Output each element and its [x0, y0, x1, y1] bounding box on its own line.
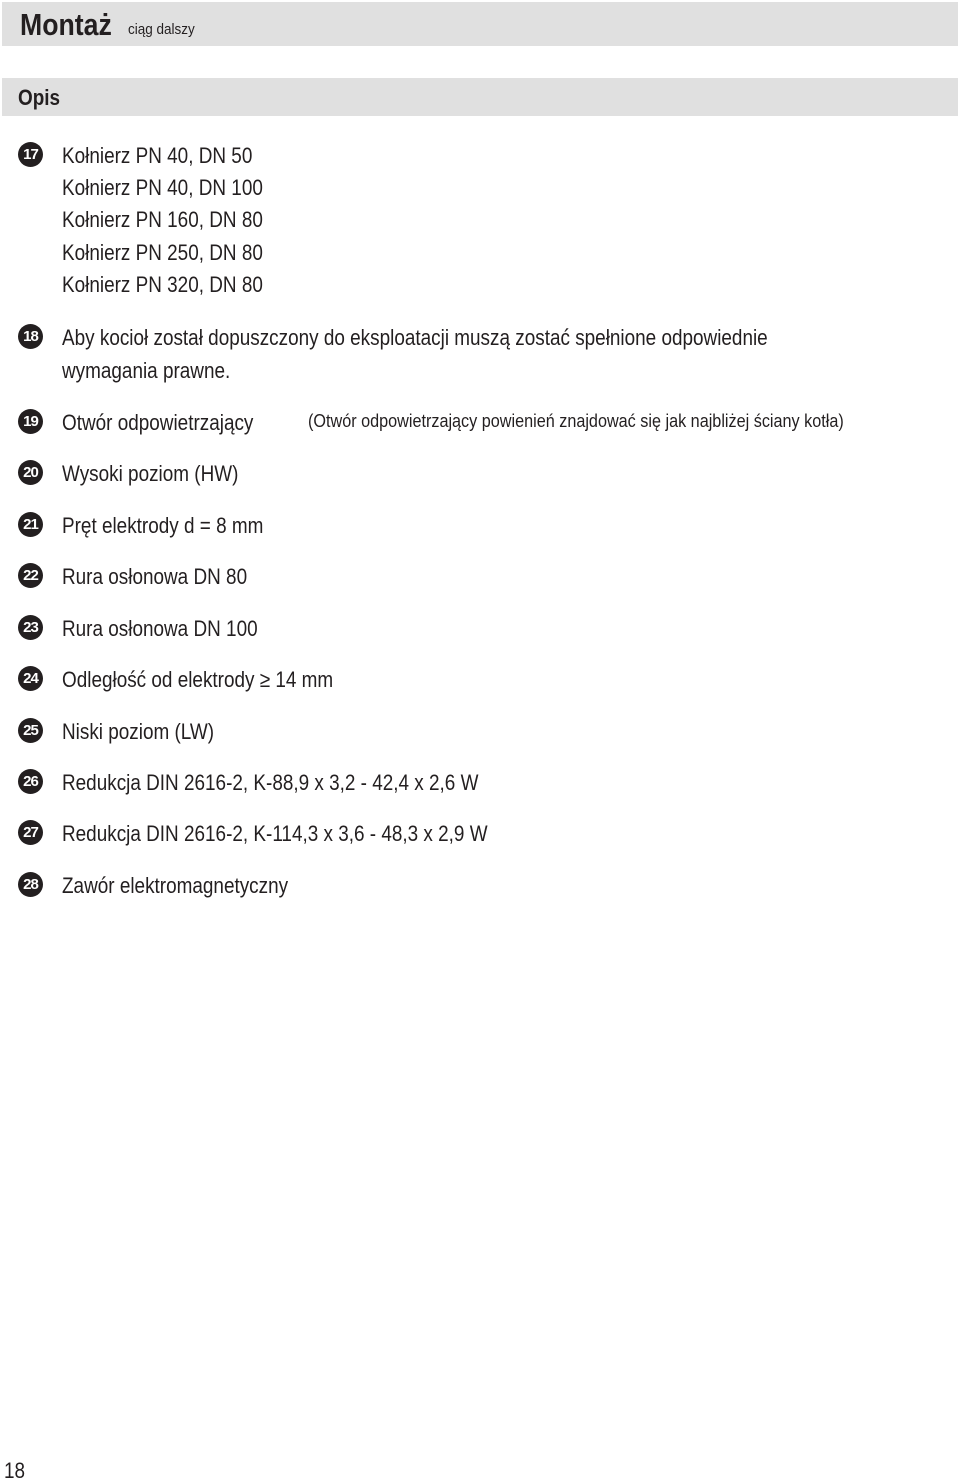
item-text-line: Pręt elektrody d = 8 mm: [62, 513, 264, 538]
section-title: Opis: [18, 85, 61, 110]
item-number-badge: 23: [18, 615, 43, 640]
item-text-line: Redukcja DIN 2616-2, K-88,9 x 3,2 - 42,4 x 2,6 W: [62, 770, 479, 795]
item-note: (Otwór odpowietrzający powienień znajdować się jak najbliżej ściany kotła): [308, 411, 844, 431]
page-header-bar: [2, 2, 958, 46]
item-number-badge: 21: [18, 512, 43, 537]
item-text-line: wymagania prawne.: [62, 358, 231, 383]
item-number-badge: 27: [18, 820, 43, 845]
item-text-line: Wysoki poziom (HW): [62, 461, 239, 486]
item-text-line: Zawór elektromagnetyczny: [62, 873, 289, 898]
item-text-line: Otwór odpowietrzający: [62, 410, 254, 435]
item-text-line: Niski poziom (LW): [62, 719, 215, 744]
item-text-line: Kołnierz PN 250, DN 80: [62, 240, 263, 265]
item-text-line: Redukcja DIN 2616-2, K-114,3 x 3,6 - 48,3 x 2,9 W: [62, 821, 488, 846]
item-number-badge: 19: [18, 409, 43, 434]
item-text-line: Kołnierz PN 40, DN 100: [62, 175, 263, 200]
item-number-badge: 18: [18, 324, 43, 349]
item-text-line: Odległość od elektrody ≥ 14 mm: [62, 667, 334, 692]
item-text-line: Rura osłonowa DN 80: [62, 564, 248, 589]
item-number-badge: 26: [18, 769, 43, 794]
item-text-line: Aby kocioł został dopuszczony do eksploatacji muszą zostać spełnione odpowiednie: [62, 325, 768, 350]
item-number-badge: 17: [18, 142, 43, 167]
page-number: 18: [4, 1458, 26, 1483]
item-text-line: Rura osłonowa DN 100: [62, 616, 258, 641]
item-number-badge: 24: [18, 666, 43, 691]
item-number-badge: 20: [18, 460, 43, 485]
page-subtitle: ciąg dalszy: [128, 21, 195, 38]
page-title: Montaż: [20, 7, 112, 42]
item-text-line: Kołnierz PN 320, DN 80: [62, 272, 263, 297]
item-text-line: Kołnierz PN 40, DN 50: [62, 143, 253, 168]
item-number-badge: 25: [18, 718, 43, 743]
item-text-line: Kołnierz PN 160, DN 80: [62, 207, 263, 232]
section-header-bar: [2, 78, 958, 116]
item-number-badge: 22: [18, 563, 43, 588]
item-number-badge: 28: [18, 872, 43, 897]
